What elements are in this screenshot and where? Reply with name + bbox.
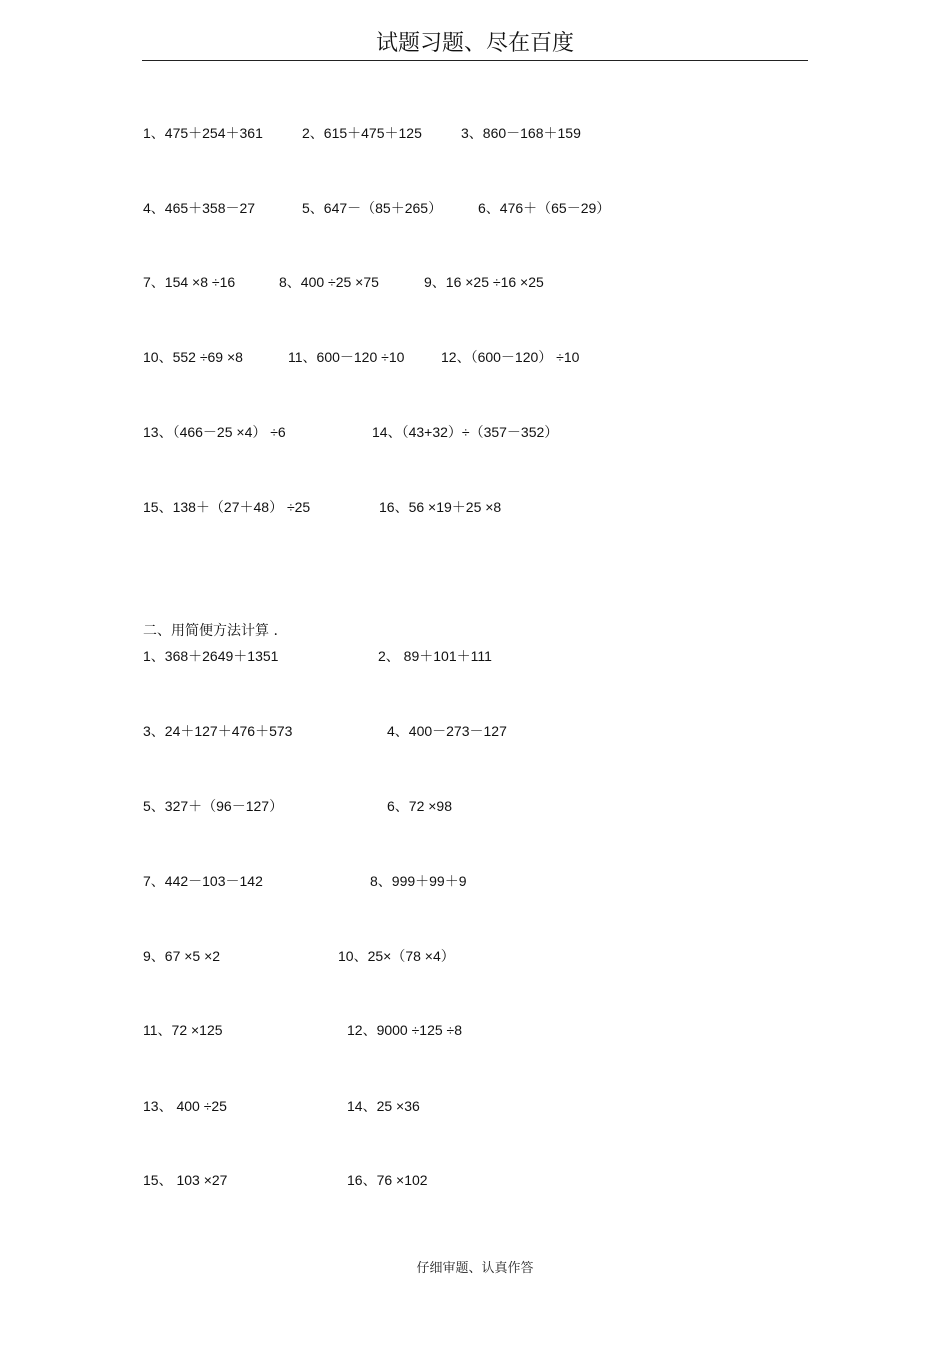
problem-1-4: 4、465＋358－27 [143, 200, 256, 216]
problem-2-1: 1、368＋2649＋1351 [143, 648, 279, 664]
problem-2-12: 12、9000 ÷125 ÷8 [347, 1022, 463, 1038]
problem-1-3: 3、860－168＋159 [461, 125, 581, 141]
problem-1-16: 16、56 ×19＋25 ×8 [379, 499, 502, 515]
problem-2-14: 14、25 ×36 [347, 1098, 420, 1114]
problem-1-13: 13、（466－25 ×4） ÷6 [143, 424, 286, 440]
problem-1-15: 15、138＋（27＋48） ÷25 [143, 499, 311, 515]
problem-1-7: 7、154 ×8 ÷16 [143, 274, 236, 290]
problem-2-4: 4、400－273－127 [387, 723, 507, 739]
problem-1-5: 5、647－（85＋265） [302, 200, 443, 216]
problem-2-9: 9、67 ×5 ×2 [143, 948, 221, 964]
problem-2-3: 3、24＋127＋476＋573 [143, 723, 293, 739]
problem-1-1: 1、475＋254＋361 [143, 125, 263, 141]
problem-1-11: 11、600－120 ÷10 [288, 349, 405, 365]
section-2-title: 二、用简便方法计算 . [143, 623, 278, 639]
problem-2-2: 2、 89＋101＋111 [378, 648, 492, 664]
header-divider [142, 60, 808, 61]
problem-2-13: 13、 400 ÷25 [143, 1098, 227, 1114]
page-header-title: 试题习题、尽在百度 [375, 31, 574, 56]
problem-1-8: 8、400 ÷25 ×75 [279, 274, 379, 290]
problem-1-9: 9、16 ×25 ÷16 ×25 [424, 274, 544, 290]
problem-2-15: 15、 103 ×27 [143, 1172, 228, 1188]
problem-1-10: 10、552 ÷69 ×8 [143, 349, 243, 365]
problem-2-16: 16、76 ×102 [347, 1172, 428, 1188]
problem-1-6: 6、476＋（65－29） [478, 200, 611, 216]
problem-2-5: 5、327＋（96－127） [143, 798, 284, 814]
problem-2-8: 8、999＋99＋9 [370, 873, 467, 889]
problem-2-6: 6、72 ×98 [387, 798, 452, 814]
problem-1-2: 2、615＋475＋125 [302, 125, 422, 141]
problem-1-14: 14、（43+32）÷（357－352） [372, 424, 559, 440]
page-footer: 仔细审题、认真作答 [416, 1261, 534, 1276]
problem-1-12: 12、（600－120） ÷10 [441, 349, 580, 365]
problem-2-7: 7、442－103－142 [143, 873, 263, 889]
problem-2-11: 11、72 ×125 [143, 1022, 223, 1038]
problem-2-10: 10、25×（78 ×4） [338, 948, 455, 964]
